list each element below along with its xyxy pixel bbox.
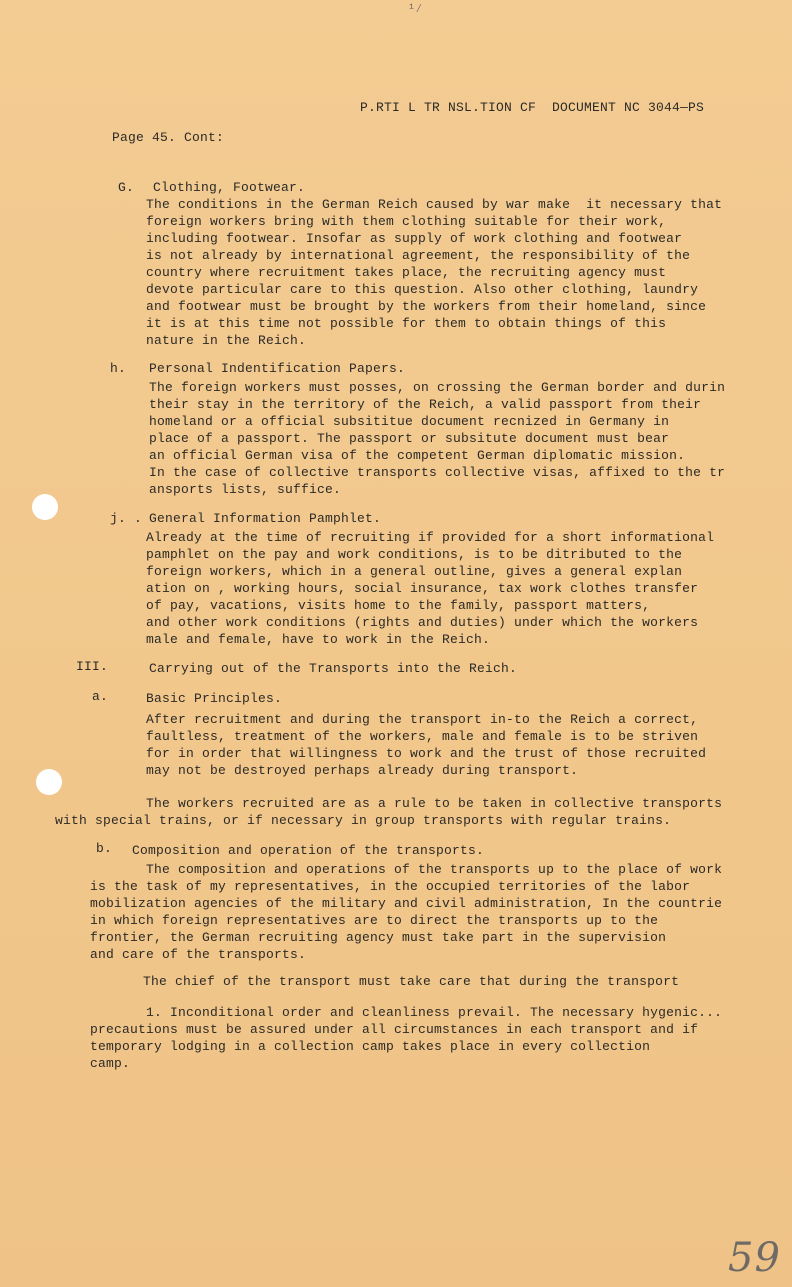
item-1-line: 1. Inconditional order and cleanliness prevail. The necessary hygenic... <box>146 1005 723 1020</box>
item-1-line: temporary lodging in a collection camp takes place in every collection <box>90 1039 651 1054</box>
section-iii-title: Carrying out of the Transports into the Reich. <box>149 661 518 676</box>
section-g-title: Clothing, Footwear. <box>153 180 306 195</box>
section-g-line: The conditions in the German Reich caused by war make it necessary that <box>146 197 723 212</box>
section-b-title: Composition and operation of the transports. <box>132 843 485 858</box>
document-title: P.RTI L TR NSL.TION CF DOCUMENT NC 3044—PS <box>360 100 705 115</box>
section-g-line: foreign workers bring with them clothing suitable for their work, <box>146 214 667 229</box>
section-h-line: an official German visa of the competent German diplomatic mission. <box>149 448 686 463</box>
section-b-line: mobilization agencies of the military and civil administration, In the countrie <box>90 896 723 911</box>
item-1-line: camp. <box>90 1056 131 1071</box>
section-h-title: Personal Indentification Papers. <box>149 361 406 376</box>
section-h-line: place of a passport. The passport or subsitute document must bear <box>149 431 670 446</box>
transport-chief-line: The chief of the transport must take care that during the transport <box>143 974 680 989</box>
page-reference: Page 45. Cont: <box>112 130 225 145</box>
section-j-letter: j. . <box>110 511 143 526</box>
section-b-line: frontier, the German recruiting agency must take part in the supervision <box>90 930 667 945</box>
section-g-line: it is at this time not possible for them to obtain things of this <box>146 316 667 331</box>
punch-hole-upper <box>32 494 58 520</box>
section-g-line: nature in the Reich. <box>146 333 307 348</box>
section-g-line: country where recruitment takes place, the recruiting agency must <box>146 265 667 280</box>
section-j-line: pamphlet on the pay and work conditions, is to be ditributed to the <box>146 547 683 562</box>
section-a-line: may not be destroyed perhaps already during transport. <box>146 763 579 778</box>
section-a-para2-line: with special trains, or if necessary in group transports with regular trains. <box>55 813 672 828</box>
section-g-letter: G. <box>118 180 135 195</box>
section-b-line: in which foreign representatives are to direct the transports up to the <box>90 913 659 928</box>
section-j-line: ation on , working hours, social insurance, tax work clothes transfer <box>146 581 699 596</box>
section-h-line: The foreign workers must posses, on crossing the German border and durin <box>149 380 726 395</box>
section-h-line: homeland or a official subsititue document recnized in Germany in <box>149 414 670 429</box>
item-1-line: precautions must be assured under all circumstances in each transport and if <box>90 1022 699 1037</box>
section-j-line: male and female, have to work in the Reich. <box>146 632 491 647</box>
section-b-line: is the task of my representatives, in the occupied territories of the labor <box>90 879 691 894</box>
section-j-line: and other work conditions (rights and duties) under which the workers <box>146 615 699 630</box>
section-a-para2-line: The workers recruited are as a rule to be taken in collective transports <box>146 796 723 811</box>
section-g-line: is not already by international agreement, the responsibility of the <box>146 248 691 263</box>
section-j-line: of pay, vacations, visits home to the family, passport matters, <box>146 598 651 613</box>
section-a-title: Basic Principles. <box>146 691 283 706</box>
section-a-line: After recruitment and during the transport in-to the Reich a correct, <box>146 712 699 727</box>
section-h-line: ansports lists, suffice. <box>149 482 342 497</box>
section-g-line: and footwear must be brought by the workers from their homeland, since <box>146 299 707 314</box>
section-g-line: devote particular care to this question. Also other clothing, laundry <box>146 282 699 297</box>
punch-hole-lower <box>36 769 62 795</box>
section-a-letter: a. <box>92 689 109 704</box>
section-h-line: In the case of collective transports collective visas, affixed to the tr <box>149 465 726 480</box>
handwritten-page-number: 59 <box>728 1235 781 1281</box>
section-j-line: Already at the time of recruiting if provided for a short informational <box>146 530 715 545</box>
section-j-line: foreign workers, which in a general outline, gives a general explan <box>146 564 683 579</box>
section-b-line: The composition and operations of the transports up to the place of work <box>146 862 723 877</box>
top-mark: ¹⁄ <box>408 2 423 16</box>
section-b-line: and care of the transports. <box>90 947 307 962</box>
section-iii-numeral: III. <box>76 659 109 674</box>
section-h-letter: h. <box>110 361 127 376</box>
section-g-line: including footwear. Insofar as supply of work clothing and footwear <box>146 231 683 246</box>
section-j-title: General Information Pamphlet. <box>149 511 382 526</box>
section-b-letter: b. <box>96 841 113 856</box>
section-h-line: their stay in the territory of the Reich, a valid passport from their <box>149 397 702 412</box>
section-a-line: faultless, treatment of the workers, male and female is to be striven <box>146 729 699 744</box>
section-a-line: for in order that willingness to work and the trust of those recruited <box>146 746 707 761</box>
